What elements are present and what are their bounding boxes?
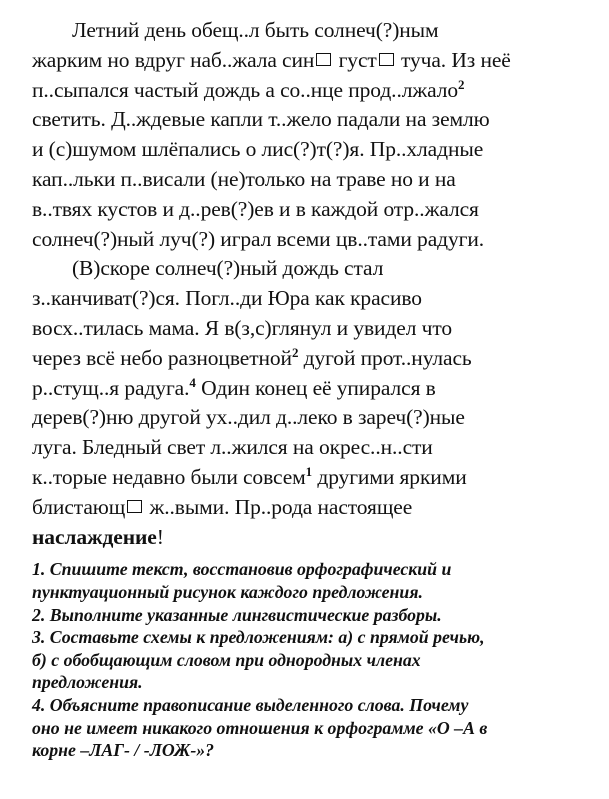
text-line — [32, 46, 589, 76]
analysis-mark: 2 — [291, 344, 299, 360]
text-fragment: к..торые недавно были совсем — [32, 464, 306, 489]
missing-letter-box — [379, 53, 394, 66]
task-line: б) с обобщающим словом при однородных членах — [32, 649, 421, 670]
text-line — [32, 344, 589, 374]
text-line — [32, 284, 589, 314]
task-line: 2. Выполните указанные лингвистические разборы. — [32, 604, 442, 625]
text-fragment: кап..льки п..висали (не)только на траве но и на — [32, 166, 456, 191]
text-line — [32, 225, 589, 255]
highlighted-word: наслаждение — [32, 524, 157, 549]
text-line — [32, 195, 589, 225]
text-fragment: п..сыпался частый дождь а со..нце прод..лжало — [32, 77, 459, 102]
exercise-text — [32, 16, 589, 552]
text-fragment: густ — [333, 47, 377, 72]
task-line: корне –ЛАГ- / -ЛОЖ-»? — [32, 740, 215, 761]
task-line: предложения. — [32, 672, 143, 693]
text-fragment: туча. Из неё — [395, 47, 511, 72]
text-fragment: дугой прот..нулась — [298, 345, 472, 370]
missing-letter-box — [316, 53, 331, 66]
text-fragment: другими яркими — [312, 464, 467, 489]
text-fragment: Летний день обещ..л быть солнеч(?)ным — [72, 18, 439, 42]
text-fragment: и (с)шумом шлёпались о лис(?)т(?)я. Пр..хладные — [32, 137, 484, 162]
task-line: 4. Объясните правописание выделенного слова. Почему — [32, 694, 469, 715]
text-fragment: ж..выми. Пр..рода настоящее — [144, 494, 413, 519]
text-fragment: з..канчиват(?)ся. Погл..ди Юра как красиво — [32, 286, 422, 311]
task-line: оно не имеет никакого отношения к орфограмме «О –А в — [32, 717, 488, 738]
text-fragment: луга. Бледный свет л..жился на окрес..н..сти — [32, 435, 433, 460]
text-fragment: через всё небо разноцветной — [32, 345, 292, 370]
text-fragment: (В)скоре солнеч(?)ный дождь стал — [72, 256, 384, 281]
text-line — [32, 493, 589, 523]
text-line — [32, 254, 589, 284]
task-list — [32, 558, 589, 761]
text-fragment: дерев(?)ню другой ух..дил д..леко в зареч(?)ные — [32, 405, 465, 430]
text-line — [32, 403, 589, 433]
text-fragment: блистающ — [32, 494, 126, 519]
text-line — [32, 463, 589, 493]
text-line — [32, 165, 589, 195]
text-fragment: восх..тилась мама. Я в(з,с)глянул и увидел что — [32, 315, 453, 340]
text-line — [32, 16, 589, 46]
missing-letter-box — [127, 500, 142, 513]
text-fragment: жарким но вдруг наб..жала син — [32, 47, 315, 72]
text-line — [32, 76, 589, 106]
text-fragment: в..твях кустов и д..рев(?)ев и в каждой отр..жался — [32, 196, 479, 221]
task-line: пунктуационный рисунок каждого предложения. — [32, 581, 423, 602]
analysis-mark: 2 — [458, 76, 465, 92]
text-fragment: р..стущ..я радуга. — [32, 375, 190, 400]
text-line — [32, 374, 589, 404]
text-line — [32, 135, 589, 165]
text-fragment: Один конец её упирался в — [195, 375, 436, 400]
text-line — [32, 314, 589, 344]
analysis-mark: 4 — [189, 374, 196, 390]
text-line — [32, 433, 589, 463]
analysis-mark: 1 — [305, 463, 313, 479]
text-line — [32, 523, 589, 553]
text-fragment: светить. Д..ждевые капли т..жело падали на землю — [32, 107, 490, 132]
task-line: 3. Составьте схемы к предложениям: а) с прямой речью, — [32, 627, 485, 648]
task-line: 1. Спишите текст, восстановив орфографический и — [32, 559, 452, 580]
text-fragment: солнеч(?)ный луч(?) играл всеми цв..тами радуги. — [32, 226, 485, 251]
text-fragment: ! — [156, 524, 164, 549]
text-line — [32, 105, 589, 135]
